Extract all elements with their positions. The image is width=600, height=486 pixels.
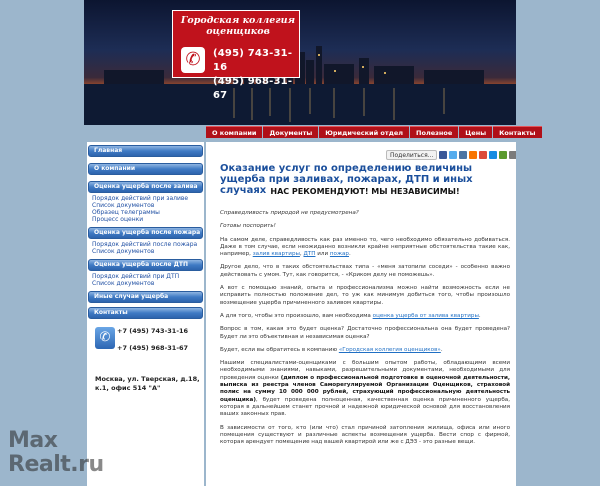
- sidebar-dtp[interactable]: Оценка ущерба после ДТП: [88, 259, 203, 271]
- paragraph: Вопрос в том, какая это будет оценка? Достаточно профессиональна она будет проведена? Будет ли это объективная и независимая оценка?: [220, 326, 510, 340]
- nav-documents[interactable]: Документы: [263, 126, 318, 138]
- link-dtp[interactable]: ДТП: [303, 251, 316, 258]
- sidebar-contact-info: [87, 325, 204, 405]
- text: А для того, чтобы это произошло, вам необходима: [220, 312, 371, 319]
- sidebar-contacts[interactable]: Контакты: [88, 307, 203, 319]
- sidebar-link[interactable]: Процесс оценки: [92, 216, 144, 223]
- sidebar-link[interactable]: Список документов: [92, 248, 155, 255]
- text: .: [440, 346, 443, 353]
- share-toolbar: [386, 149, 516, 161]
- sidebar-link[interactable]: Порядок действий после пожара: [92, 241, 198, 248]
- sidebar-link[interactable]: Порядок действий при заливе: [92, 195, 189, 202]
- sidebar-link[interactable]: Список документов: [92, 280, 155, 287]
- paragraph: [220, 313, 510, 320]
- paragraph: [220, 347, 510, 354]
- share-button[interactable]: Поделиться...: [386, 150, 437, 160]
- sidebar-link[interactable]: Образец телеграммы: [92, 209, 160, 216]
- logo-title: Городская коллегия оценщиков: [180, 15, 296, 37]
- logo-phones: [213, 47, 299, 103]
- link-fire[interactable]: пожар: [329, 251, 349, 258]
- paragraph: [220, 237, 510, 259]
- nav-legal[interactable]: Юридический отдел: [319, 126, 409, 138]
- nav-contacts[interactable]: Контакты: [493, 126, 541, 138]
- sidebar-flood[interactable]: Оценка ущерба после залива: [88, 181, 203, 193]
- left-sidebar: [87, 142, 204, 486]
- print-icon[interactable]: [509, 151, 516, 159]
- paragraph: Готовы поспорить!: [220, 223, 276, 230]
- sidebar-fire-links: [87, 239, 204, 256]
- facebook-icon[interactable]: [439, 151, 447, 159]
- sidebar-dtp-links: [87, 271, 204, 288]
- text: ,: [299, 251, 302, 258]
- phone-handset-icon: ✆: [181, 47, 205, 73]
- sidebar-link[interactable]: Список документов: [92, 202, 155, 209]
- link-company[interactable]: «Городская коллегия оценщиков»: [338, 346, 441, 353]
- nav-useful[interactable]: Полезное: [410, 126, 458, 138]
- company-logo[interactable]: [172, 10, 300, 101]
- paragraph: А вот с помощью знаний, опыта и профессионализма можно найти возможность если не исправить полностью положение дел, то уж как минимум добиться того, чтобы произошло возмещение ущерба причиненного заливом квартиры.: [220, 285, 510, 306]
- text: , будет проведена полноценная, качественная оценка причиненного ущерба, которая в дальнейшем станет прочной и надежной юридической основой для восстановления ваших законных прав.: [220, 396, 510, 418]
- mail-icon[interactable]: [489, 151, 497, 159]
- header-banner: [84, 0, 516, 125]
- text: .: [349, 251, 351, 258]
- google-icon[interactable]: [479, 151, 487, 159]
- link-flood[interactable]: залив квартиры: [252, 251, 300, 258]
- text: Нашими специалистами-оценщиками с большим опытом работы, обладающими всеми необходимыми знаниями, навыками, разрешительными документами, необходимыми для проведения оценки: [220, 360, 510, 381]
- logo-phone-1: (495) 743-31-16: [213, 48, 293, 73]
- vkontakte-icon[interactable]: [459, 151, 467, 159]
- city-skyline-image: [84, 0, 516, 125]
- watermark-logo: [8, 430, 104, 476]
- text-bold: (диплом о профессиональной подготовке в оценочной деятельности, выписка из реестра членов Саморегулируемой Организации Оценщиков, страховой полис на сумму 10 000 000 рублей, страхующий профессиональную деятельность оценщика): [220, 374, 511, 403]
- sidebar-phone-1: +7 (495) 743-31-16: [117, 327, 189, 335]
- nav-prices[interactable]: Цены: [459, 126, 492, 138]
- watermark-line-1: Max: [8, 428, 58, 453]
- paragraph: Другое дело, что в таких обстоятельствах типа - «меня затопили соседи» - особенно важно действовать с умом. Тут, как говорится, - «Криком делу не поможешь».: [220, 264, 510, 278]
- main-content: [206, 142, 516, 486]
- sidebar-about[interactable]: О компании: [88, 163, 203, 175]
- watermark-line-2: Realt.ru: [8, 452, 104, 477]
- livejournal-icon[interactable]: [499, 151, 507, 159]
- paragraph: [220, 360, 510, 418]
- top-navigation: [206, 126, 542, 138]
- paragraph: В зависимости от того, кто (или что) стал причиной затопления жилища, офиса или иного помещения существуют и различные аспекты возмещения ущерба. Вести спор с фирмой, которая арендует помещение над вашей квартирой или же с ДЭЗ - это разные вещи.: [220, 424, 510, 446]
- sidebar-phone-2: +7 (495) 968-31-67: [117, 344, 189, 352]
- sidebar-other[interactable]: Иные случаи ущерба: [88, 291, 203, 303]
- phone-handset-icon: ✆: [95, 327, 115, 349]
- paragraph: Справедливость природой не предусмотрена?: [220, 210, 359, 216]
- article-body: [220, 210, 510, 452]
- sidebar-link[interactable]: Порядок действий при ДТП: [92, 273, 180, 280]
- sidebar-flood-links: [87, 193, 204, 224]
- odnoklassniki-icon[interactable]: [469, 151, 477, 159]
- text: На самом деле, справедливость как раз именно то, чего необходимо обязательно добиваться. Даже в том случае, если неожиданно возникли крайне неприятные обстоятельства такие как, например,: [220, 236, 510, 258]
- page-subtitle: НАС РЕКОМЕНДУЮТ! МЫ НЕЗАВИСИМЫ!: [270, 187, 460, 196]
- sidebar-main[interactable]: Главная: [88, 145, 203, 157]
- sidebar-address: Москва, ул. Тверская, д.18, к.1, офис 514 "А": [95, 375, 200, 392]
- link-flood-assessment[interactable]: оценка ущерба от залива квартиры: [372, 312, 479, 319]
- page-title: Оказание услуг по определению величины ущерба при заливах, пожарах, ДТП и иных случаях: [220, 163, 473, 196]
- text: или: [317, 251, 329, 258]
- text: Будет, если вы обратитесь в компанию: [220, 346, 338, 353]
- logo-phone-2: (495) 968-31-67: [213, 76, 293, 101]
- twitter-icon[interactable]: [449, 151, 457, 159]
- sidebar-fire[interactable]: Оценка ущерба после пожара: [88, 227, 203, 239]
- nav-about[interactable]: О компании: [206, 126, 262, 138]
- text: .: [478, 312, 481, 319]
